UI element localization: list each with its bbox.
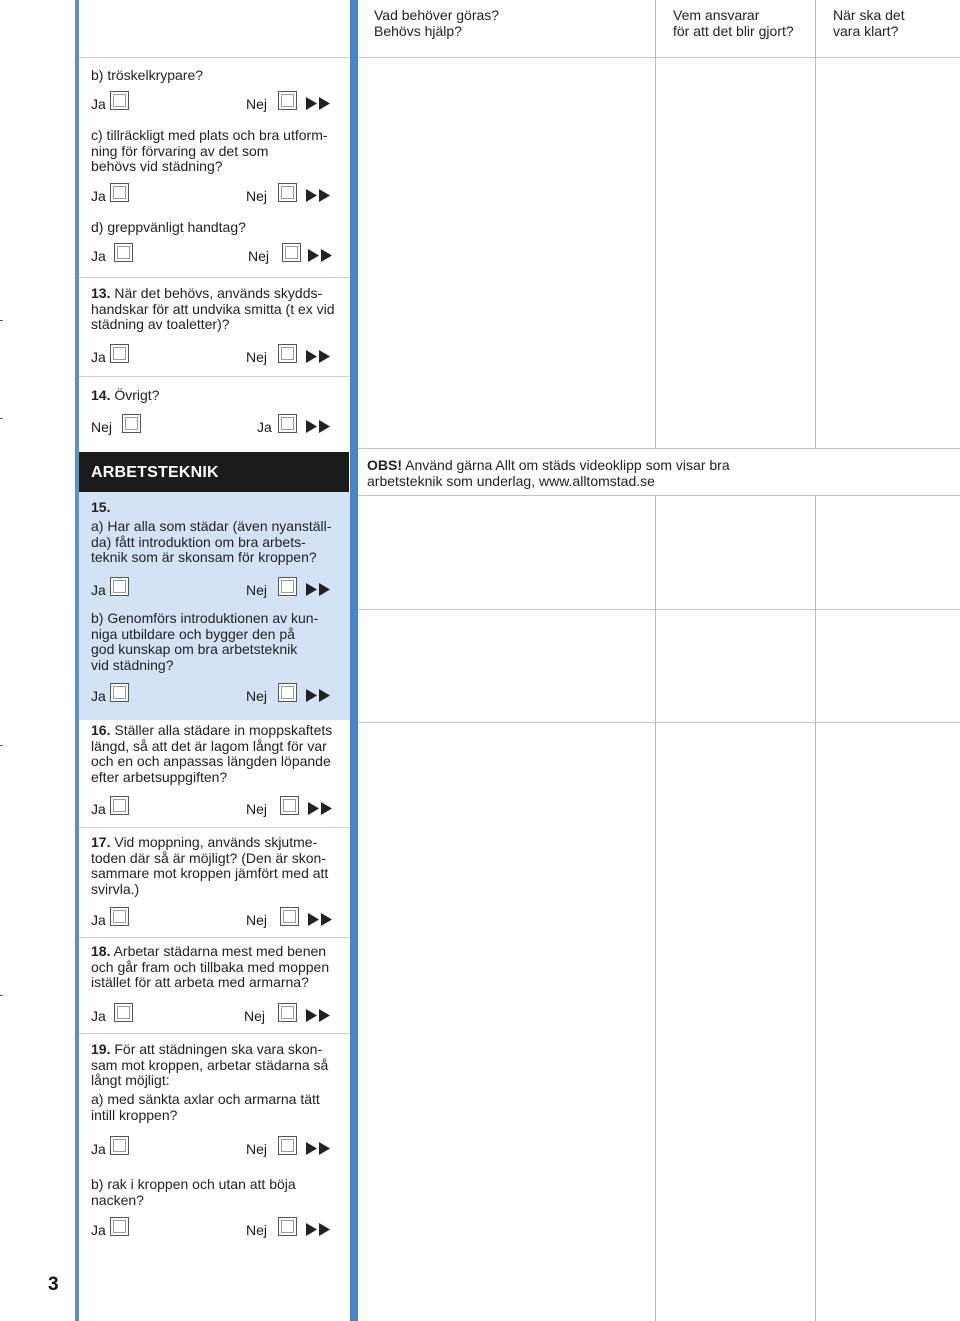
ja-label: Ja	[91, 1222, 106, 1238]
double-arrow-right-icon	[306, 420, 332, 433]
checkbox-icon[interactable]	[278, 1217, 297, 1236]
grid-vline-1a	[655, 0, 656, 448]
question-17: 17. Vid moppning, används skjutme- toden där så är möjligt? (Den är skon- sammare mot kroppen jämfört med att svirvla.)	[91, 834, 329, 897]
margin-tick	[0, 995, 3, 996]
nej-label: Nej	[246, 688, 268, 704]
question-19a: a) med sänkta axlar och armarna tätt intill kroppen?	[91, 1091, 320, 1123]
nej-label: Nej	[248, 248, 270, 264]
margin-tick	[0, 320, 3, 321]
double-arrow-right-icon	[306, 1223, 332, 1236]
question-19b: b) rak i kroppen och utan att böja nacken?	[91, 1176, 296, 1208]
checkbox-icon[interactable]	[282, 243, 301, 262]
question-18: 18. Arbetar städarna mest med benen och går fram och tillbaka med moppen istället för att arbeta med armarna?	[91, 943, 330, 990]
question-15-number: 15.	[91, 499, 111, 515]
question-13: 13. När det behövs, används skydds- handskar för att undvika smitta (t ex vid städning av toaletter)?	[91, 285, 335, 332]
obs-note: OBS! Använd gärna Allt om städs videoklipp som visar bra arbetsteknik som underlag, www.alltomstad.se	[367, 457, 730, 489]
answer-row	[91, 183, 341, 209]
nej-label: Nej	[246, 96, 268, 112]
checkbox-icon[interactable]	[280, 907, 299, 926]
answer-row	[91, 683, 341, 709]
header-when-done: När ska det vara klart?	[833, 7, 905, 39]
question-14: 14. Övrigt?	[91, 387, 160, 403]
ja-label: Ja	[91, 349, 106, 365]
row-divider	[79, 57, 350, 58]
ja-label: Ja	[91, 96, 106, 112]
nej-label: Nej	[91, 419, 113, 435]
row-divider	[79, 376, 350, 377]
row-divider	[79, 937, 350, 938]
nej-label: Nej	[246, 801, 268, 817]
answer-row	[91, 907, 341, 933]
grid-vline-2a	[815, 0, 816, 448]
answer-row	[91, 414, 341, 440]
ja-label: Ja	[91, 688, 106, 704]
grid-hline	[358, 57, 960, 58]
checkbox-icon[interactable]	[122, 414, 141, 433]
row-divider	[79, 277, 350, 278]
answer-row	[91, 1217, 341, 1243]
nej-label: Nej	[246, 188, 268, 204]
checkbox-icon[interactable]	[114, 243, 133, 262]
checkbox-icon[interactable]	[110, 344, 129, 363]
ja-label: Ja	[91, 1141, 106, 1157]
checkbox-icon[interactable]	[110, 683, 129, 702]
grid-hline	[358, 448, 960, 449]
checkbox-icon[interactable]	[278, 577, 297, 596]
ja-label: Ja	[257, 419, 272, 435]
question-d-handle: d) greppvänligt handtag?	[91, 219, 246, 235]
question-15a: a) Har alla som städar (även nyanställ- da) fått introduktion om bra arbets- teknik som är skonsam för kroppen?	[91, 518, 332, 565]
margin-tick	[0, 418, 3, 419]
section-header-arbetsteknik: ARBETSTEKNIK	[79, 452, 349, 492]
nej-label: Nej	[246, 349, 268, 365]
grid-hline	[358, 609, 960, 610]
double-arrow-right-icon	[306, 583, 332, 596]
answer-row	[91, 1003, 341, 1029]
checkbox-icon[interactable]	[278, 683, 297, 702]
checkbox-icon[interactable]	[110, 796, 129, 815]
checkbox-icon[interactable]	[278, 1136, 297, 1155]
answer-row	[91, 344, 341, 370]
ja-label: Ja	[91, 188, 106, 204]
row-divider	[79, 1033, 350, 1034]
double-arrow-right-icon	[308, 913, 334, 926]
question-c-storage: c) tillräckligt med plats och bra utform- ning för förvaring av det som behövs vid städning?	[91, 127, 328, 174]
checkbox-icon[interactable]	[280, 796, 299, 815]
header-what-needs-doing: Vad behöver göras? Behövs hjälp?	[374, 7, 500, 39]
double-arrow-right-icon	[306, 350, 332, 363]
checkbox-icon[interactable]	[278, 91, 297, 110]
checkbox-icon[interactable]	[278, 183, 297, 202]
double-arrow-right-icon	[306, 1142, 332, 1155]
grid-vline-2b	[815, 495, 816, 1321]
answer-row	[91, 1136, 341, 1162]
ja-label: Ja	[91, 912, 106, 928]
double-arrow-right-icon	[306, 689, 332, 702]
nej-label: Nej	[246, 1141, 268, 1157]
answer-row	[91, 243, 341, 269]
answer-row	[91, 577, 341, 603]
checkbox-icon[interactable]	[110, 907, 129, 926]
checkbox-icon[interactable]	[114, 1003, 133, 1022]
question-b-threshold: b) tröskelkrypare?	[91, 67, 204, 83]
checkbox-icon[interactable]	[278, 1003, 297, 1022]
grid-hline	[358, 495, 960, 496]
checkbox-icon[interactable]	[110, 1217, 129, 1236]
grid-vline-1b	[655, 495, 656, 1321]
double-arrow-right-icon	[306, 1009, 332, 1022]
checkbox-icon[interactable]	[278, 414, 297, 433]
nej-label: Nej	[246, 912, 268, 928]
header-who-responsible: Vem ansvarar för att det blir gjort?	[673, 7, 794, 39]
answer-row	[91, 796, 341, 822]
question-15b: b) Genomförs introduktionen av kun- niga utbildare och bygger den på god kunskap om bra arbetsteknik vid städning?	[91, 610, 319, 673]
nej-label: Nej	[246, 582, 268, 598]
question-19: 19. För att städningen ska vara skon- sam mot kroppen, arbetar städarna så långt möjligt:	[91, 1041, 329, 1088]
answer-row	[91, 91, 341, 117]
checkbox-icon[interactable]	[278, 344, 297, 363]
margin-tick	[0, 745, 3, 746]
question-16: 16. Ställer alla städare in moppskaftets längd, så att det är lagom långt för var och en och anpassas längden löpande efter arbetsuppgiften?	[91, 722, 333, 785]
ja-label: Ja	[91, 248, 106, 264]
double-arrow-right-icon	[306, 97, 332, 110]
checkbox-icon[interactable]	[110, 91, 129, 110]
nej-label: Nej	[244, 1008, 266, 1024]
checkbox-icon[interactable]	[110, 1136, 129, 1155]
nej-label: Nej	[246, 1222, 268, 1238]
checkbox-icon[interactable]	[110, 577, 129, 596]
double-arrow-right-icon	[308, 802, 334, 815]
grid-hline	[358, 722, 960, 723]
ja-label: Ja	[91, 1008, 106, 1024]
double-arrow-right-icon	[306, 189, 332, 202]
double-arrow-right-icon	[308, 249, 334, 262]
checkbox-icon[interactable]	[110, 183, 129, 202]
page-number: 3	[48, 1274, 59, 1295]
ja-label: Ja	[91, 582, 106, 598]
row-divider	[79, 827, 350, 828]
ja-label: Ja	[91, 801, 106, 817]
